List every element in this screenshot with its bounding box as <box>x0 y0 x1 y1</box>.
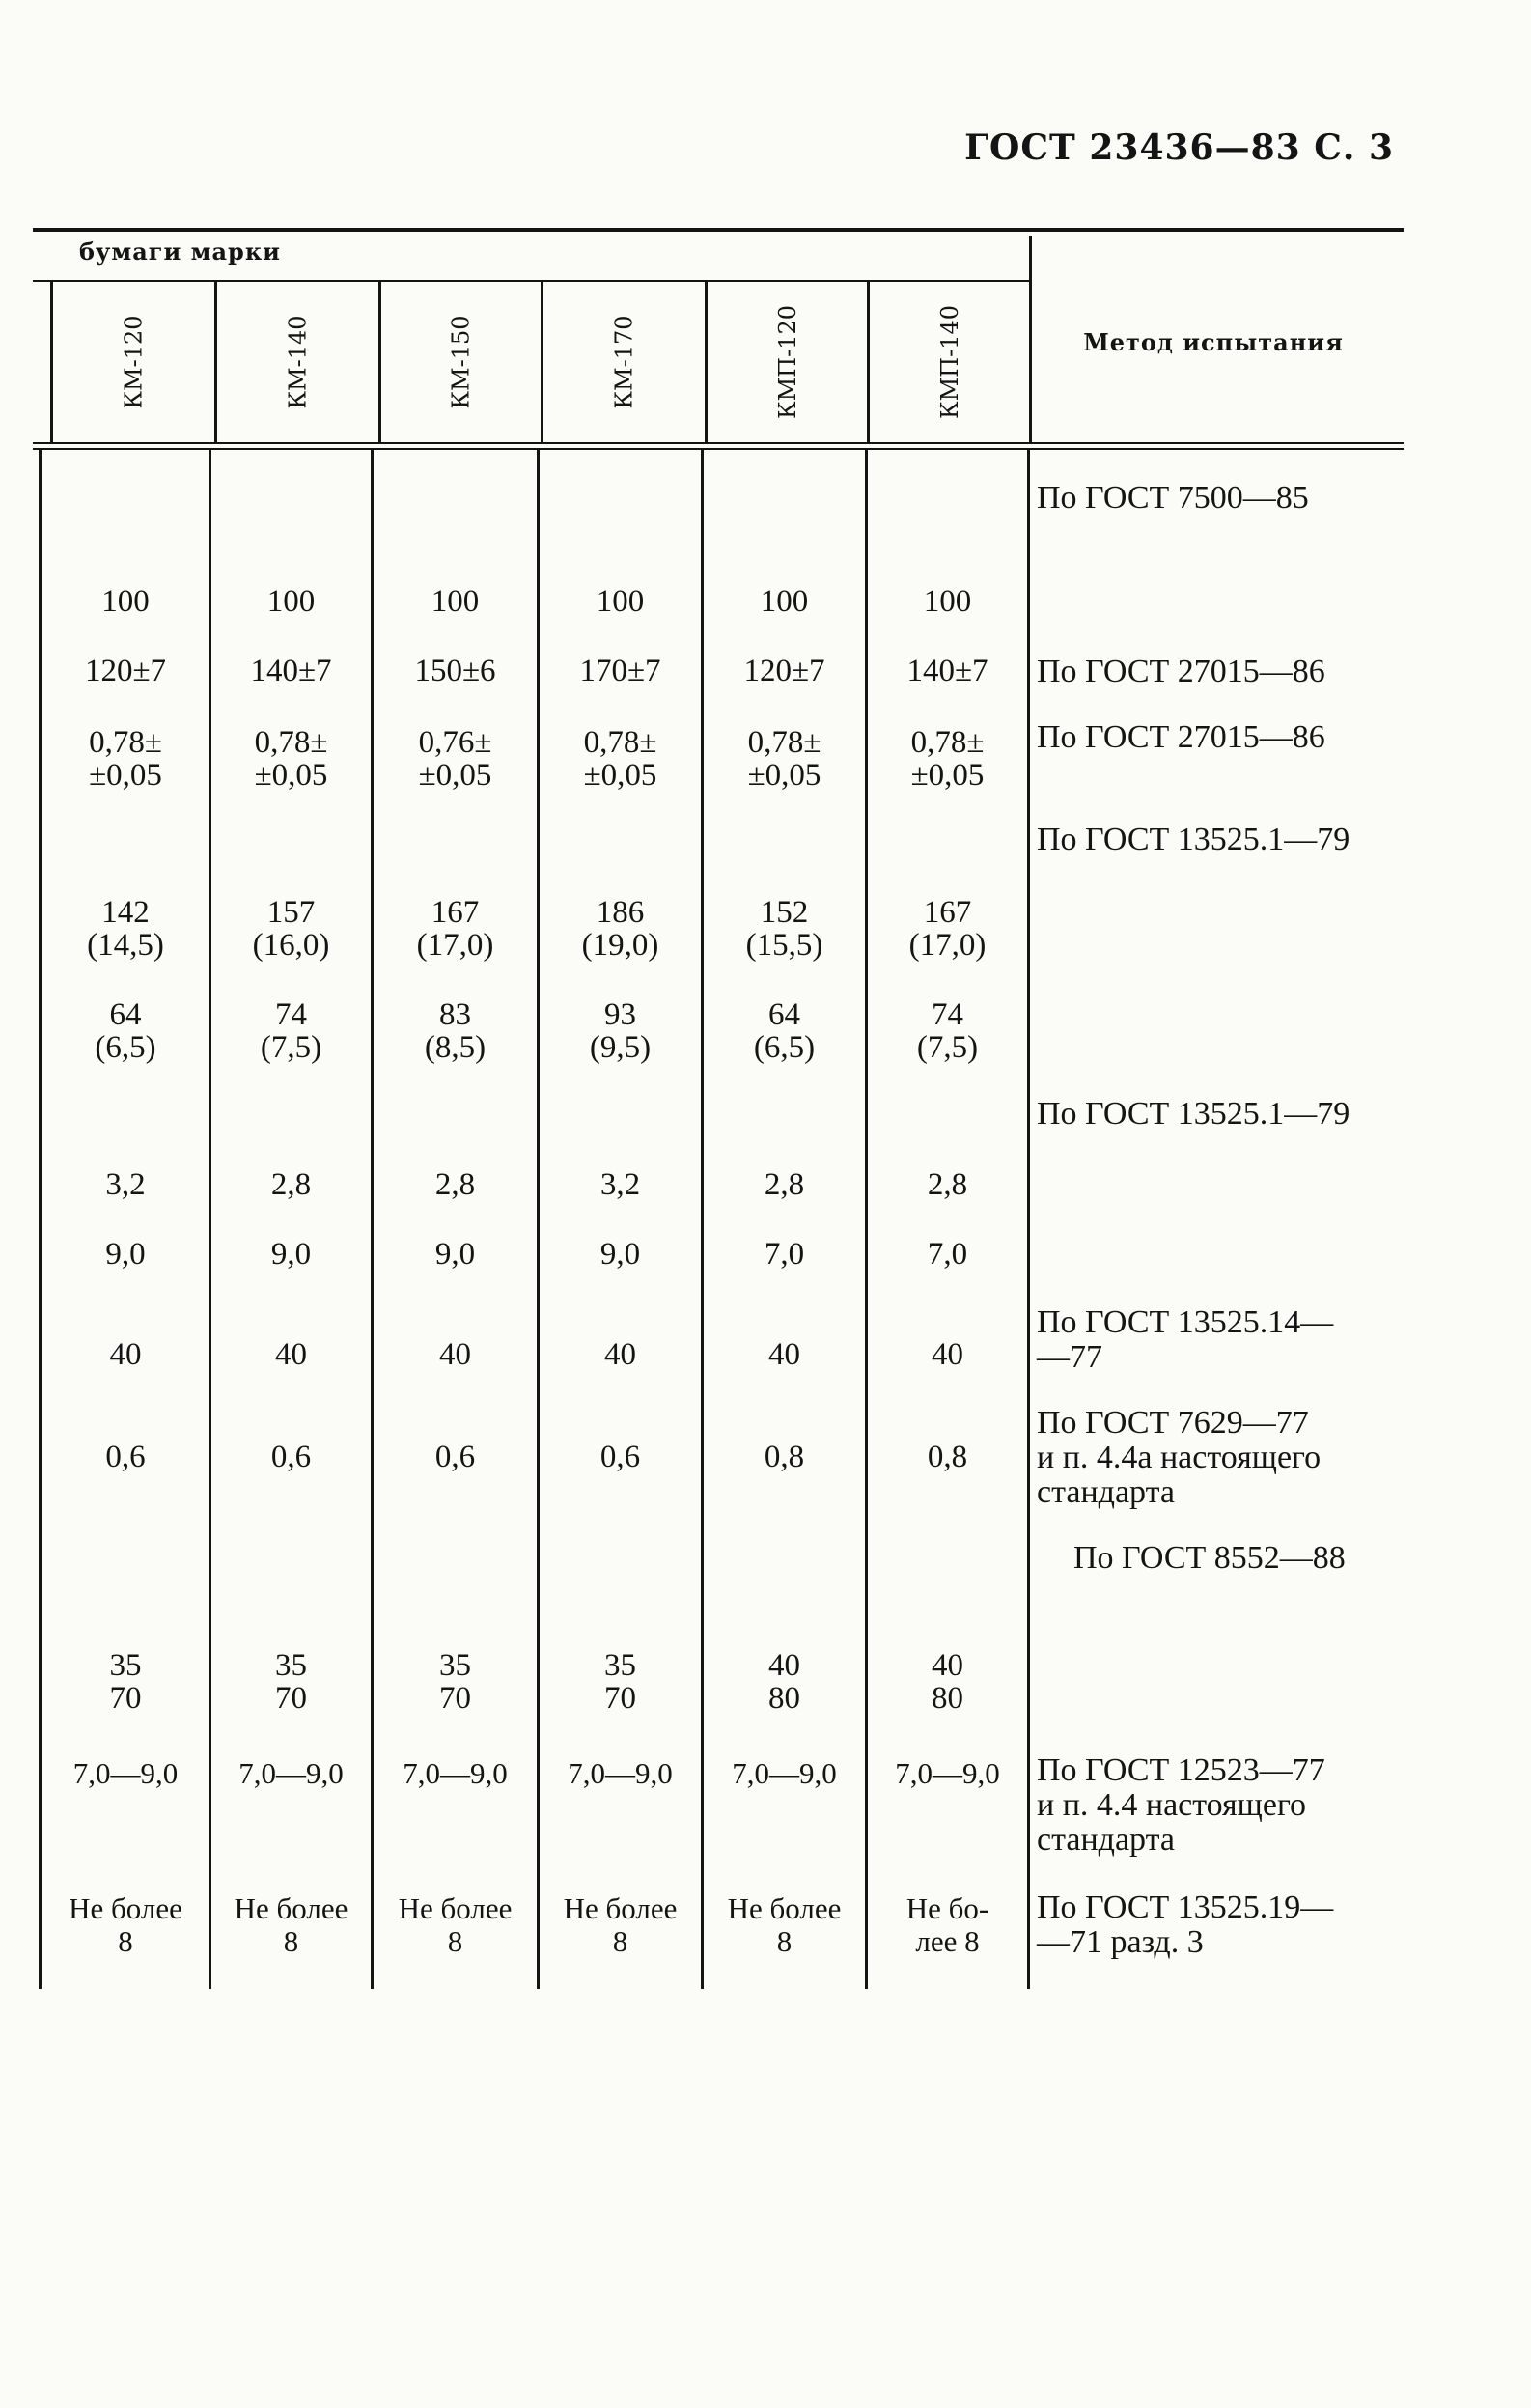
table-cell: 40 80 <box>932 1648 963 1716</box>
table-cell: 100 <box>923 584 972 619</box>
table-cell: 142 (14,5) <box>87 895 164 963</box>
table-cell: 35 70 <box>439 1648 471 1716</box>
column-header-kmp120 <box>708 290 867 434</box>
table-cell: 0,76± ±0,05 <box>418 725 492 793</box>
table-cell: 40 <box>109 1337 142 1372</box>
table-cell: 40 <box>768 1337 800 1372</box>
method-cell: По ГОСТ 13525.14— —77 <box>1037 1304 1334 1375</box>
table-top-rule <box>33 228 1404 232</box>
table-cell: 167 (17,0) <box>908 895 987 963</box>
table-cell: 7,0—9,0 <box>72 1756 179 1790</box>
table-cell: Не более 8 <box>234 1891 348 1958</box>
table-cell: 100 <box>431 584 480 619</box>
table-cell: 0,6 <box>270 1440 312 1474</box>
table-cell: 0,78± ±0,05 <box>747 725 821 793</box>
table-cell: 100 <box>596 584 645 619</box>
method-cell: По ГОСТ 7500—85 <box>1037 480 1309 516</box>
table-cell: 152 (15,5) <box>745 895 823 963</box>
table-cell: 7,0—9,0 <box>238 1756 344 1790</box>
column-header-kmp140 <box>870 290 1029 434</box>
column-header-label: КМП-140 <box>935 305 963 419</box>
column-header-km150 <box>381 290 541 434</box>
method-cell: По ГОСТ 27015—86 <box>1037 654 1325 689</box>
table-cell: 0,78± ±0,05 <box>254 725 328 793</box>
table-cell: 7,0—9,0 <box>732 1756 837 1790</box>
column-header-km120 <box>53 290 214 434</box>
table-cell: Не более 8 <box>563 1891 678 1958</box>
table-cell: 0,8 <box>764 1440 805 1474</box>
column-header-label: КМ-150 <box>447 315 475 409</box>
table-cell: 140±7 <box>906 654 988 688</box>
header-rule-2 <box>33 448 1404 450</box>
column-header-km170 <box>543 290 705 434</box>
table-cell: 167 (17,0) <box>416 895 494 963</box>
table-cell: Не более 8 <box>69 1891 182 1958</box>
table-cell: 7,0 <box>927 1237 968 1272</box>
table-cell: 0,8 <box>927 1440 968 1474</box>
group-underline <box>33 280 1031 282</box>
table-cell: 2,8 <box>764 1167 805 1202</box>
column-header-label: КМП-120 <box>773 305 801 419</box>
method-cell: По ГОСТ 8552—88 <box>1073 1540 1346 1576</box>
table-cell: 9,0 <box>434 1237 476 1272</box>
method-cell: По ГОСТ 7629—77 и п. 4.4а настоящего стандарта <box>1037 1405 1322 1510</box>
page-header: ГОСТ 23436—83 С. 3 <box>964 127 1394 168</box>
column-header-km140 <box>217 290 378 434</box>
column-header-label: КМ-170 <box>610 315 638 409</box>
table-cell: 83 (8,5) <box>424 997 487 1065</box>
table-cell: 150±6 <box>414 654 496 688</box>
table-cell: 35 70 <box>275 1648 307 1716</box>
table-cell: 35 70 <box>604 1648 636 1716</box>
table-cell: 2,8 <box>270 1167 312 1202</box>
table-cell: 2,8 <box>434 1167 476 1202</box>
table-cell: 157 (16,0) <box>252 895 330 963</box>
table-cell: 64 (6,5) <box>753 997 816 1065</box>
table-cell: 186 (19,0) <box>581 895 659 963</box>
table-cell: 74 (7,5) <box>916 997 979 1065</box>
method-cell: По ГОСТ 13525.1—79 <box>1037 822 1350 857</box>
table-cell: 9,0 <box>105 1237 146 1272</box>
method-cell: По ГОСТ 12523—77 и п. 4.4 настоящего стандарта <box>1037 1752 1325 1858</box>
method-cell: По ГОСТ 13525.1—79 <box>1037 1096 1350 1132</box>
table-cell: 0,6 <box>599 1440 641 1474</box>
table-cell: 40 <box>439 1337 471 1372</box>
vline-body-0 <box>39 450 42 1989</box>
table-cell: 0,6 <box>434 1440 476 1474</box>
table-cell: Не более 8 <box>398 1891 513 1958</box>
table-cell: 100 <box>266 584 316 619</box>
header-rule-1 <box>33 442 1404 444</box>
table-cell: 0,78± ±0,05 <box>89 725 162 793</box>
vline-header-6 <box>1029 236 1032 442</box>
table-cell: Не более 8 <box>727 1891 842 1958</box>
table-cell: 93 (9,5) <box>589 997 652 1065</box>
method-column-header: Метод испытания <box>1083 328 1344 356</box>
method-cell: По ГОСТ 27015—86 <box>1037 719 1325 755</box>
table-cell: 120±7 <box>84 654 167 688</box>
table-cell: 0,78± ±0,05 <box>583 725 657 793</box>
table-cell: 2,8 <box>927 1167 968 1202</box>
table-cell: 64 (6,5) <box>95 997 156 1065</box>
column-header-label: КМ-120 <box>120 315 148 409</box>
table-cell: 7,0—9,0 <box>568 1756 673 1790</box>
table-cell: Не бо- лее 8 <box>905 1891 989 1958</box>
table-cell: 40 <box>275 1337 307 1372</box>
table-cell: 100 <box>101 584 150 619</box>
table-cell: 9,0 <box>270 1237 312 1272</box>
table-cell: 74 (7,5) <box>260 997 322 1065</box>
table-cell: 3,2 <box>599 1167 641 1202</box>
table-cell: 3,2 <box>105 1167 146 1202</box>
table-cell: 40 <box>932 1337 963 1372</box>
table-cell: 7,0 <box>764 1237 805 1272</box>
vline-body-6 <box>1027 450 1030 1989</box>
table-cell: 9,0 <box>599 1237 641 1272</box>
table-cell: 7,0—9,0 <box>895 1756 1000 1790</box>
column-header-label: КМ-140 <box>284 315 312 409</box>
method-cell: По ГОСТ 13525.19— —71 разд. 3 <box>1037 1890 1334 1960</box>
table-cell: 100 <box>760 584 809 619</box>
table-cell: 120±7 <box>743 654 825 688</box>
table-cell: 7,0—9,0 <box>403 1756 508 1790</box>
table-cell: 40 80 <box>768 1648 800 1716</box>
table-cell: 0,78± ±0,05 <box>910 725 985 793</box>
group-label: бумаги марки <box>79 238 281 266</box>
table-cell: 170±7 <box>579 654 661 688</box>
table-cell: 0,6 <box>105 1440 146 1474</box>
table-cell: 140±7 <box>250 654 332 688</box>
table-cell: 40 <box>604 1337 636 1372</box>
table-cell: 35 70 <box>109 1648 142 1716</box>
